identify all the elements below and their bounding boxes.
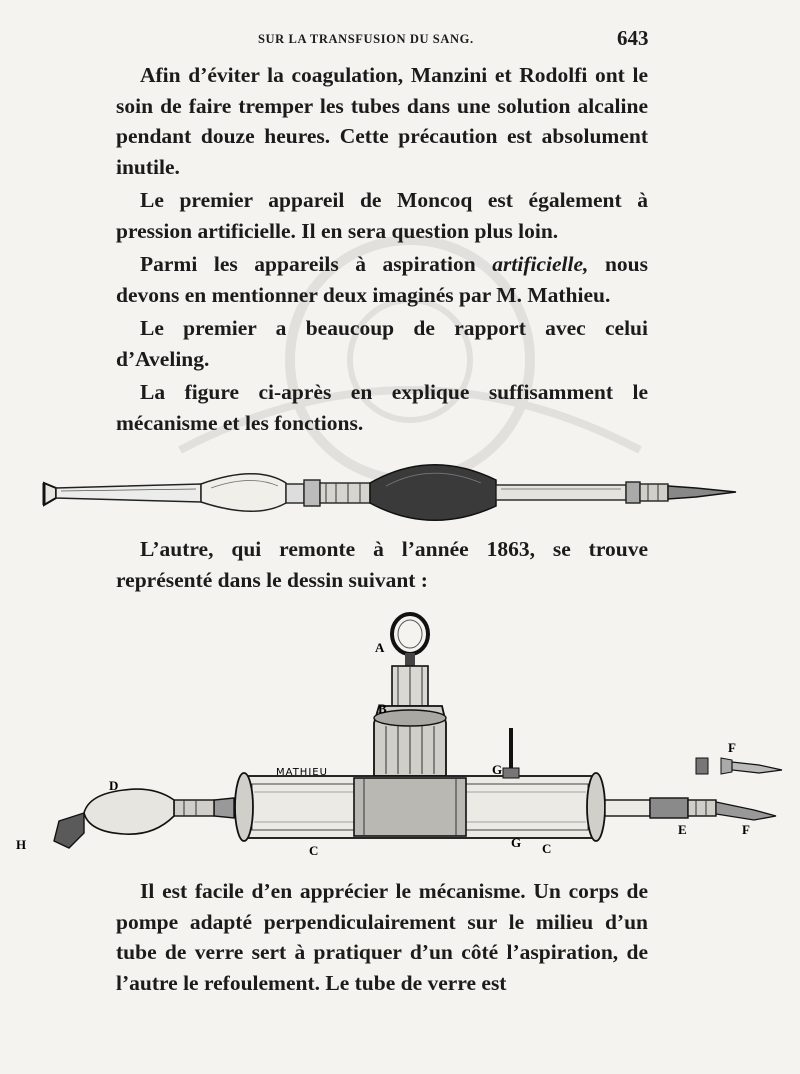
figure-label-f1: F — [728, 740, 736, 755]
figure-label-f2: F — [742, 822, 750, 837]
paragraph: La figure ci-après en explique suffisamment le mécanisme et les fonctions. — [116, 380, 648, 435]
figure-aspiration-bulb-apparatus — [36, 450, 746, 530]
text-block-middle — [116, 534, 648, 595]
figure-label-g1: G — [492, 762, 503, 777]
bulb-apparatus-drawing — [36, 450, 746, 530]
figure-label-c2: C — [542, 841, 552, 856]
paragraph: Le premier a beaucoup de rapport avec celui d’Aveling. — [116, 316, 648, 371]
text-block-bottom — [116, 876, 648, 998]
paragraph: Il est facile d’en apprécier le mécanisme. Un corps de pompe adapté perpendiculairement sur le milieu d’un tube de verre sert à pratiquer d’un côté l’aspiration, de l’autre le refoulement. Le tube de verre est — [116, 879, 648, 995]
figure-label-e: E — [678, 822, 687, 837]
figure-label-a: A — [375, 640, 385, 655]
text-block-top — [116, 60, 648, 438]
figure-label-d: D — [109, 778, 119, 793]
figure-label-b: B — [378, 701, 387, 716]
figure-label-c1: C — [309, 843, 319, 858]
maker-stamp: MATHIEU — [276, 767, 328, 778]
figure-label-h: H — [16, 837, 27, 852]
figure-mathieu-pump-apparatus — [14, 608, 789, 870]
page-number: 643 — [617, 26, 649, 50]
paragraph-part: nous devons en mentionner deux imaginés par M. Mathieu. — [116, 252, 648, 307]
paragraph: Afin d’éviter la coagulation, Manzini et Rodolfi ont le soin de faire tremper les tubes dans une solution alcaline pendant douze heures. Cette précaution est absolument inutile. — [116, 63, 648, 179]
paragraph — [116, 249, 648, 310]
figure-label-g2: G — [511, 835, 522, 850]
paragraph: Le premier appareil de Moncoq est également à pression artificielle. Il en sera question plus loin. — [116, 188, 648, 243]
paragraph-italic: artificielle, — [492, 252, 589, 276]
running-head: SUR LA TRANSFUSION DU SANG. — [258, 32, 474, 46]
page-header — [0, 24, 800, 48]
paragraph-part: Parmi les appareils à aspiration — [140, 252, 493, 276]
pump-apparatus-drawing — [14, 608, 789, 870]
paragraph: L’autre, qui remonte à l’année 1863, se trouve représenté dans le dessin suivant : — [116, 537, 648, 592]
